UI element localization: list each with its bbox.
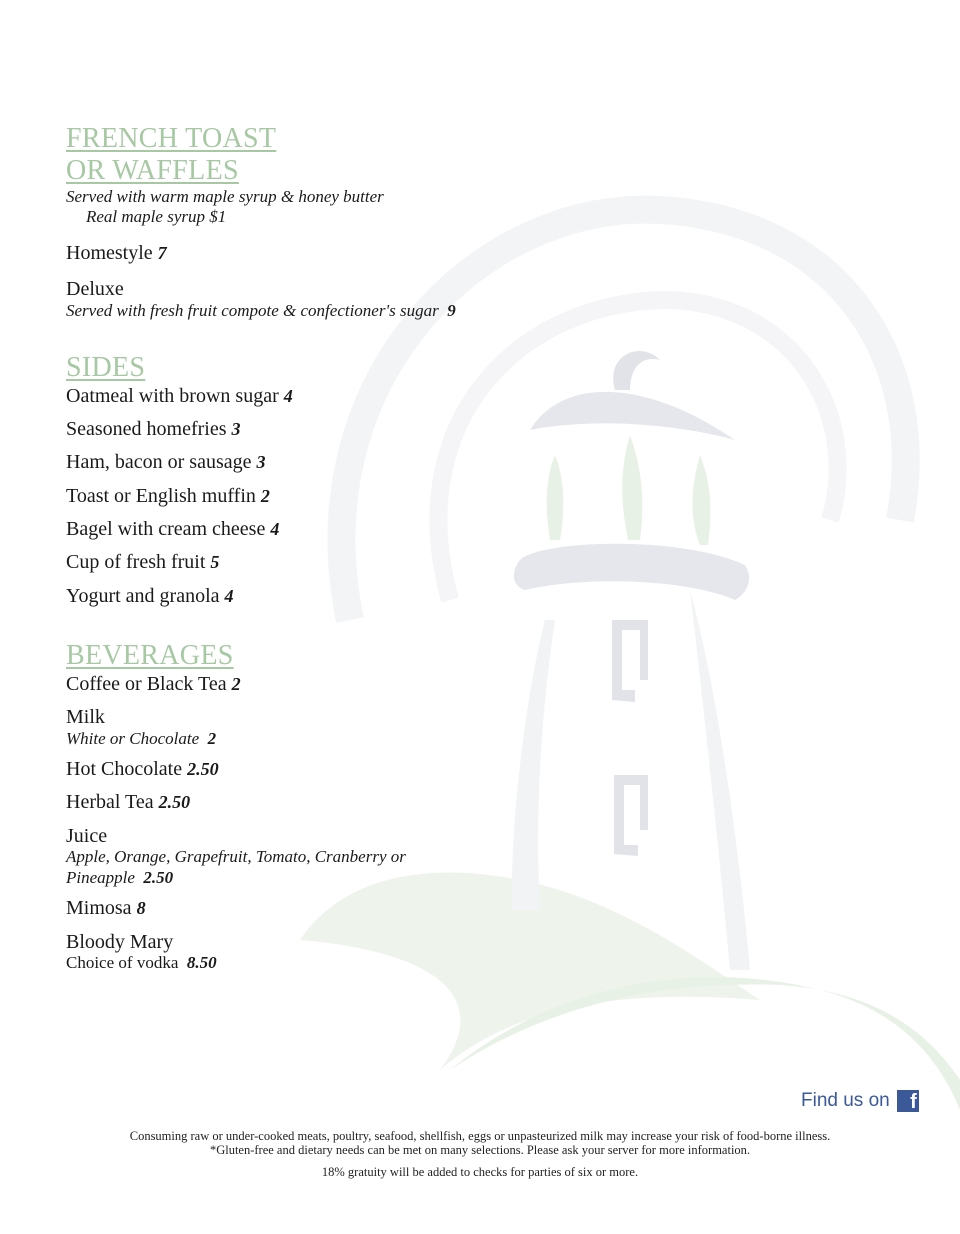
french-toast-description: Served with warm maple syrup & honey butter <box>66 187 384 206</box>
item-price: 3 <box>256 452 266 472</box>
item-name: Herbal Tea <box>66 791 154 813</box>
item-description-text: Pineapple <box>66 868 135 887</box>
item-description-text: Choice of vodka <box>66 953 179 972</box>
menu-item <box>66 586 234 606</box>
menu-item <box>66 826 107 846</box>
item-price: 5 <box>210 552 220 572</box>
facebook-label: Find us on <box>801 1090 890 1111</box>
menu-item <box>66 674 241 694</box>
item-price: 8.50 <box>186 953 217 972</box>
item-name: Cup of fresh fruit <box>66 551 206 573</box>
item-name: Bagel with cream cheese <box>66 518 266 540</box>
menu-item <box>66 419 241 439</box>
food-safety-notice: Consuming raw or under-cooked meats, poultry, seafood, shellfish, eggs or unpasteurized milk may increase your risk of food-borne illness. <box>129 1129 831 1143</box>
item-name: Deluxe <box>66 278 124 300</box>
gratuity-notice: 18% gratuity will be added to checks for parties of six or more. <box>321 1165 639 1179</box>
item-name: Juice <box>66 825 108 847</box>
menu-item <box>66 932 173 952</box>
item-name: Oatmeal with brown sugar <box>66 385 279 407</box>
item-description <box>66 730 216 747</box>
item-description: Apple, Orange, Grapefruit, Tomato, Cranberry or <box>66 847 406 866</box>
item-price: 2.50 <box>187 759 219 779</box>
sides-heading: SIDES <box>66 352 146 383</box>
item-price: 3 <box>231 419 241 439</box>
item-price: 4 <box>270 519 280 539</box>
item-name: Coffee or Black Tea <box>66 673 227 695</box>
french-toast-heading-line2: OR WAFFLES <box>66 155 239 186</box>
item-price: 4 <box>224 586 234 606</box>
item-name: Hot Chocolate <box>66 758 183 780</box>
item-name: Mimosa <box>66 897 132 919</box>
item-price: 2.50 <box>158 792 191 812</box>
item-price: 2 <box>207 729 217 748</box>
item-description <box>66 869 173 886</box>
facebook-link[interactable] <box>801 1090 919 1112</box>
item-price: 4 <box>283 386 293 406</box>
french-toast-heading: FRENCH TOAST <box>66 123 277 154</box>
menu-item <box>66 552 219 572</box>
menu-item <box>66 759 219 779</box>
beverages-heading: BEVERAGES <box>66 640 234 671</box>
item-description <box>66 954 217 971</box>
item-description-text: Served with fresh fruit compote & confectioner's sugar <box>66 301 439 320</box>
menu-item <box>66 519 279 539</box>
item-price: 2 <box>260 486 270 506</box>
menu-item <box>66 452 266 472</box>
menu-item <box>66 792 190 812</box>
menu-item <box>66 279 124 299</box>
item-name: Bloody Mary <box>66 931 174 953</box>
item-name: Homestyle <box>66 242 153 264</box>
item-price: 9 <box>447 301 456 320</box>
item-name: Toast or English muffin <box>66 485 256 507</box>
menu-item <box>66 386 293 406</box>
item-price: 2 <box>231 674 241 694</box>
french-toast-addon: Real maple syrup $1 <box>86 207 227 226</box>
item-name: Milk <box>66 706 105 728</box>
item-description-text: White or Chocolate <box>66 729 200 748</box>
item-name: Seasoned homefries <box>66 418 227 440</box>
menu-item <box>66 243 167 263</box>
item-price: 7 <box>157 243 167 263</box>
menu-item <box>66 898 146 918</box>
gluten-free-notice: *Gluten-free and dietary needs can be met on many selections. Please ask your server for more information. <box>209 1143 751 1157</box>
item-description <box>66 302 456 319</box>
item-name: Yogurt and granola <box>66 585 220 607</box>
item-price: 2.50 <box>143 868 174 887</box>
item-name: Ham, bacon or sausage <box>66 451 252 473</box>
item-price: 8 <box>136 898 146 918</box>
menu-item <box>66 707 105 727</box>
facebook-icon: f <box>897 1090 919 1112</box>
menu-item <box>66 486 270 506</box>
